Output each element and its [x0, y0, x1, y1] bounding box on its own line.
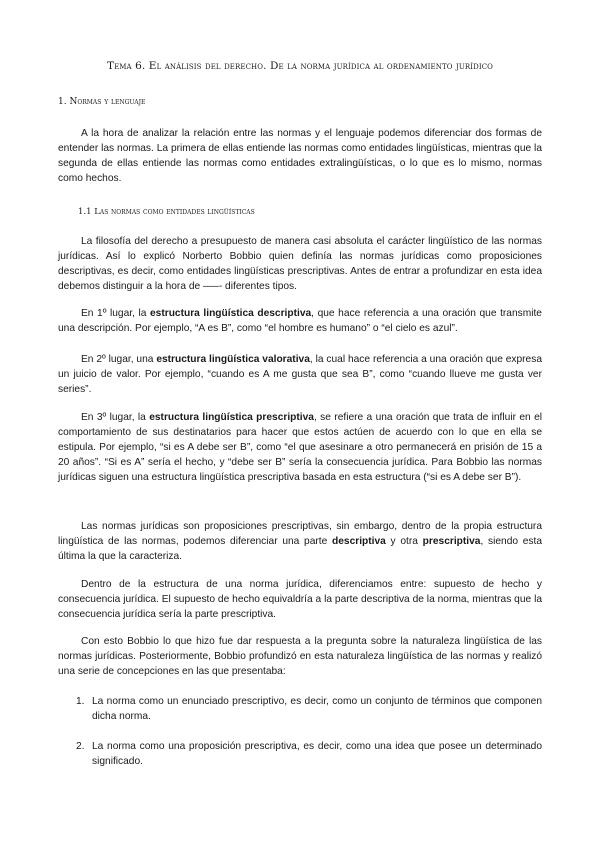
bold-term: estructura lingüística valorativa [156, 354, 310, 365]
page-title: Tema 6. El análisis del derecho. De la norma jurídica al ordenamiento jurídico [106, 60, 494, 72]
list-text: La norma como un enunciado prescriptivo, es decir, como un conjunto de términos que componen dicha norma. [92, 696, 542, 722]
bold-term: descriptiva [332, 536, 386, 547]
bold-term: estructura lingüística prescriptiva [149, 412, 314, 423]
paragraph-text: En 1º lugar, la [81, 308, 151, 319]
bold-term: estructura lingüística descriptiva [150, 308, 312, 319]
intro-paragraph: A la hora de analizar la relación entre las normas y el lenguaje podemos diferenciar dos formas de entender las normas. La primera de ellas entiende las normas como entidades lingüísticas, mientras que la segunda de ellas entiende las normas como entidades extralingüísticas, o lo que es lo mismo, normas como hechos. [58, 128, 542, 184]
list-number: 1. [76, 696, 85, 707]
paragraph-text: , siendo esta última la que la caracteriza. [58, 536, 543, 562]
section-heading-1: 1. Normas y lenguaje [58, 97, 146, 107]
philosophy-paragraph: La filosofía del derecho a presupuesto de manera casi absoluta el carácter lingüístico de las normas jurídicas. Así lo explicó Norberto Bobbio quien definía las normas jurídicas como proposiciones descriptivas, es decir, como entidades lingüísticas prescriptivas. Antes de entrar a profundizar en esta idea debemos distinguir a la hora de –—- diferentes tipos. [58, 236, 542, 292]
bold-term: prescriptiva [422, 536, 481, 547]
structure-paragraph: Dentro de la estructura de una norma jurídica, diferenciamos entre: supuesto de hecho y consecuencia jurídica. El supuesto de hecho equivaldría a la parte descriptiva de la norma, mientras que la consecuencia jurídica sería la parte prescriptiva. [58, 579, 542, 620]
third-structure-paragraph [58, 410, 542, 485]
bobbio-paragraph: Con esto Bobbio lo que hizo fue dar respuesta a la pregunta sobre la naturaleza lingüística de las normas jurídicas. Posteriormente, Bobbio profundizó en esta naturaleza lingüística de las normas y realizó una serie de concepciones en las que presentaba: [58, 636, 542, 677]
list-item [58, 694, 542, 724]
list-text: La norma como una proposición prescriptiva, es decir, como una idea que posee un determinado significado. [92, 741, 542, 767]
paragraph-text: En 2º lugar, una [81, 354, 157, 365]
paragraph-text: En 3º lugar, la [81, 412, 150, 423]
norms-paragraph [58, 519, 542, 564]
paragraph-text: , se refiere a una oración que trata de influir en el comportamiento de sus destinatarios para hacer que estos actúen de acuerdo con lo que en ella se estipula. Por ejemplo, “si es A debe ser B”, como “el que asesinare a otro permanecerá en prisión de 15 a 20 años”. “Si es A” sería el hecho, y “debe ser B” sería la consecuencia jurídica. Para Bobbio las normas jurídicas siguen una estructura lingüística prescriptiva basada en esta estructura (“si es A debe ser B”). [58, 412, 542, 483]
list-number: 2. [76, 741, 85, 752]
second-structure-paragraph [58, 352, 542, 397]
paragraph-text: Las normas jurídicas son proposiciones prescriptivas, sin embargo, dentro de la propia estructura lingüística de las normas, podemos diferenciar una parte [58, 521, 542, 547]
list-item [58, 739, 542, 769]
section-heading-1-1: 1.1 Las normas como entidades lingüísticas [78, 207, 255, 217]
first-structure-paragraph [58, 306, 542, 336]
paragraph-text: , que hace referencia a una oración que transmite una descripción. Por ejemplo, “A es B”, como “el hombre es humano” o “el cielo es azul”. [58, 308, 542, 334]
paragraph-text: , la cual hace referencia a una oración que expresa un juicio de valor. Por ejemplo, “cuando es A me gusta que sea B”, como “cuando llueve me gusta ver series”. [58, 354, 542, 395]
paragraph-text: y otra [385, 536, 423, 547]
